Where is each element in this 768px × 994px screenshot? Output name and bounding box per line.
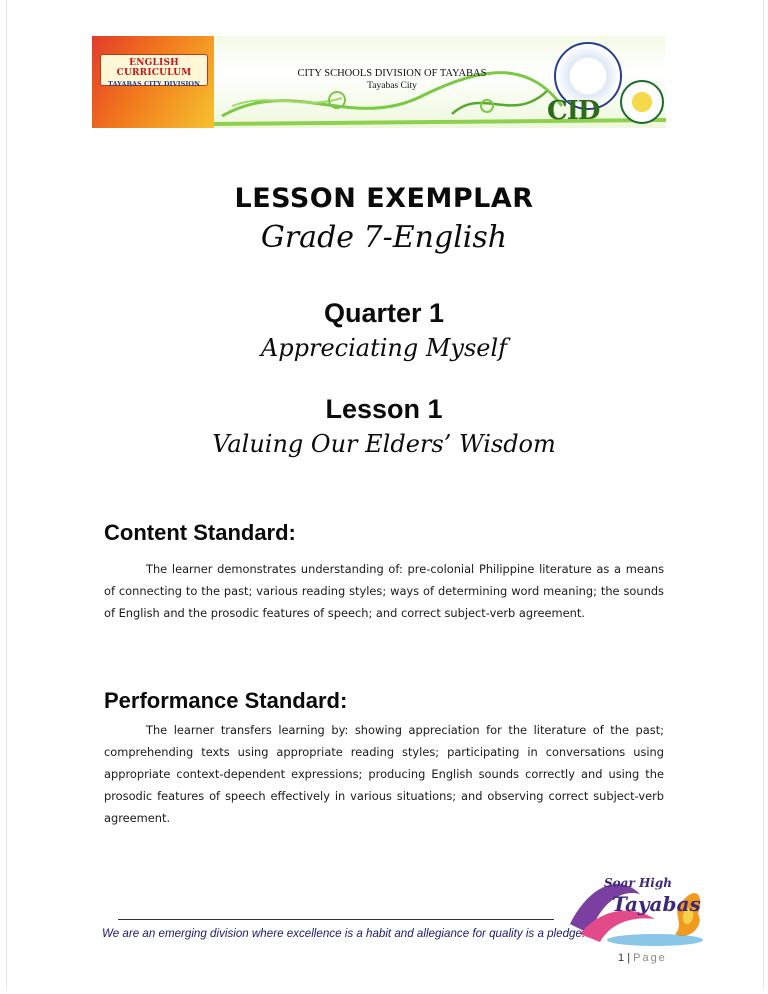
page-number-value: 1 (618, 952, 625, 964)
page-number-separator: | (627, 952, 631, 964)
division-name: CITY SCHOOLS DIVISION OF TAYABAS (297, 68, 487, 79)
page-number (618, 952, 667, 964)
header-banner (92, 36, 666, 128)
quarter-theme: Appreciating Myself (260, 334, 508, 362)
curriculum-badge-box (100, 54, 208, 86)
performance-standard-heading: Performance Standard: (104, 688, 348, 713)
division-motto: We are an emerging division where excellence is a habit and allegiance for quality is a pledge. (102, 927, 586, 940)
curriculum-badge (92, 36, 214, 128)
content-standard-heading: Content Standard: (104, 520, 296, 545)
cid-logo: CID (547, 96, 600, 126)
soar-logo-line-2: Tayabas (612, 892, 701, 916)
city-name: Tayabas City (367, 81, 417, 91)
footer-divider (118, 919, 554, 920)
document-title: LESSON EXEMPLAR (234, 183, 534, 214)
tayabas-seal-icon (620, 80, 664, 124)
badge-line-2: TAYABAS CITY DIVISION (107, 80, 200, 88)
performance-standard-body: The learner transfers learning by: showing appreciation for the literature of the past; comprehending texts using appropriate reading styles; participating in conversations using appropriate context-dependent expressions; producing English sounds correctly and using the prosodic features of speech effectively in various situations; and observing correct subject-verb agreement. (104, 723, 664, 825)
badge-line-1: ENGLISH CURRICULUM (116, 58, 192, 78)
lesson-title: Valuing Our Elders’ Wisdom (212, 430, 556, 458)
page-frame (6, 0, 764, 990)
soar-logo-line-1: Soar High (604, 876, 672, 890)
content-standard-body: The learner demonstrates understanding of: pre-colonial Philippine literature as a means of connecting to the past; various reading styles; ways of determining word meaning; the sounds of English and the prosodic features of speech; and correct subject-verb agreement. (104, 562, 664, 620)
page-word: Page (633, 952, 667, 964)
grade-subtitle: Grade 7-English (260, 220, 508, 255)
lesson-heading: Lesson 1 (325, 394, 443, 424)
quarter-heading: Quarter 1 (323, 298, 445, 328)
